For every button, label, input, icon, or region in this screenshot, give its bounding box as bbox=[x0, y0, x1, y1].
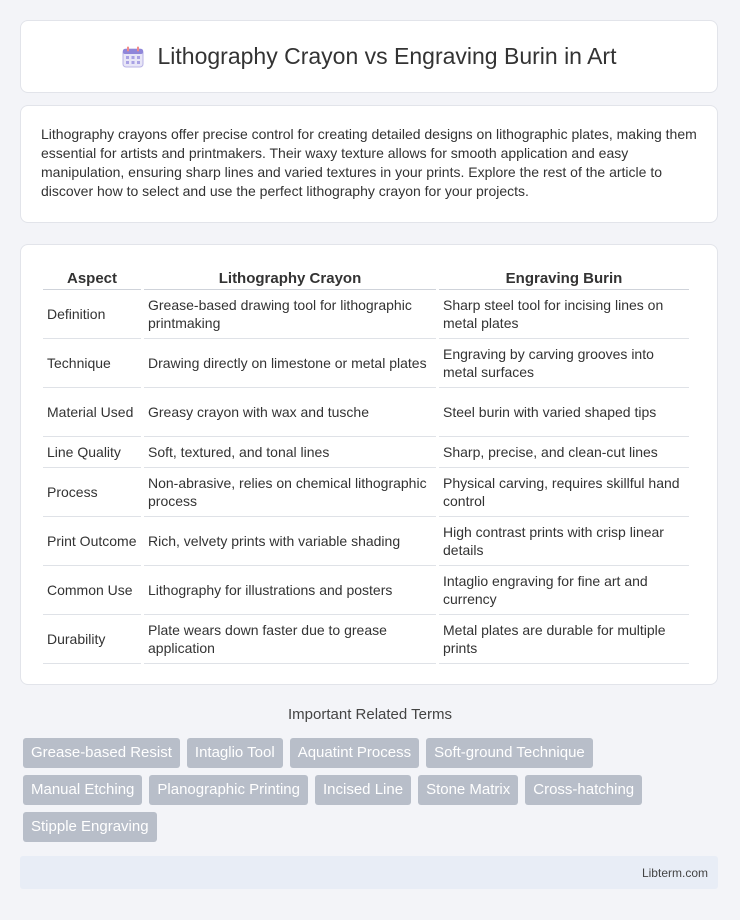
table-row bbox=[43, 290, 689, 339]
burin-cell: Intaglio engraving for fine art and currency bbox=[439, 566, 689, 615]
aspect-cell: Line Quality bbox=[43, 437, 141, 468]
header-card bbox=[20, 20, 718, 93]
column-header-engraving-burin: Engraving Burin bbox=[439, 265, 689, 290]
tag-soft-ground-technique[interactable]: Soft-ground Technique bbox=[426, 738, 593, 768]
crayon-cell: Plate wears down faster due to grease application bbox=[144, 615, 436, 664]
aspect-cell: Material Used bbox=[43, 388, 141, 437]
crayon-cell: Soft, textured, and tonal lines bbox=[144, 437, 436, 468]
intro-text: Lithography crayons offer precise control for creating detailed designs on lithographic plates, making them essential for artists and printmakers. Their waxy texture allows for smooth application and easy manipulation, ensuring sharp lines and varied textures in your prints. Explore the rest of the article to discover how to select and use the perfect lithography crayon for your projects. bbox=[41, 126, 697, 199]
aspect-cell: Process bbox=[43, 468, 141, 517]
footer-site-link[interactable]: Libterm.com bbox=[641, 865, 708, 880]
crayon-cell: Greasy crayon with wax and tusche bbox=[144, 388, 436, 437]
crayon-cell: Lithography for illustrations and posters bbox=[144, 566, 436, 615]
tag-aquatint-process[interactable]: Aquatint Process bbox=[290, 738, 419, 768]
tag-cross-hatching[interactable]: Cross-hatching bbox=[525, 775, 642, 805]
aspect-cell: Print Outcome bbox=[43, 517, 141, 566]
table-row bbox=[43, 517, 689, 566]
aspect-cell: Common Use bbox=[43, 566, 141, 615]
burin-cell: Engraving by carving grooves into metal surfaces bbox=[439, 339, 689, 388]
burin-cell: Sharp steel tool for incising lines on metal plates bbox=[439, 290, 689, 339]
table-row bbox=[43, 388, 689, 437]
page-title: Lithography Crayon vs Engraving Burin in Art bbox=[157, 43, 617, 69]
tag-manual-etching[interactable]: Manual Etching bbox=[23, 775, 142, 805]
column-header-lithography-crayon: Lithography Crayon bbox=[144, 265, 436, 290]
burin-cell: Steel burin with varied shaped tips bbox=[439, 388, 689, 437]
table-row bbox=[43, 468, 689, 517]
table-row bbox=[43, 339, 689, 388]
table-row bbox=[43, 566, 689, 615]
aspect-cell: Definition bbox=[43, 290, 141, 339]
tag-stone-matrix[interactable]: Stone Matrix bbox=[418, 775, 518, 805]
burin-cell: Physical carving, requires skillful hand control bbox=[439, 468, 689, 517]
aspect-cell: Durability bbox=[43, 615, 141, 664]
crayon-cell: Rich, velvety prints with variable shading bbox=[144, 517, 436, 566]
related-terms-list bbox=[23, 738, 713, 842]
burin-cell: Metal plates are durable for multiple prints bbox=[439, 615, 689, 664]
table-header-row bbox=[43, 265, 689, 290]
tag-stipple-engraving[interactable]: Stipple Engraving bbox=[23, 812, 157, 842]
burin-cell: High contrast prints with crisp linear details bbox=[439, 517, 689, 566]
crayon-cell: Drawing directly on limestone or metal plates bbox=[144, 339, 436, 388]
tag-intaglio-tool[interactable]: Intaglio Tool bbox=[187, 738, 283, 768]
related-terms-title: Important Related Terms bbox=[288, 706, 452, 723]
table-row bbox=[43, 437, 689, 468]
tag-planographic-printing[interactable]: Planographic Printing bbox=[149, 775, 308, 805]
column-header-aspect: Aspect bbox=[43, 265, 141, 290]
comparison-table bbox=[40, 265, 692, 664]
calendar-icon bbox=[122, 46, 144, 68]
comparison-table-card bbox=[20, 244, 718, 685]
aspect-cell: Technique bbox=[43, 339, 141, 388]
table-row bbox=[43, 615, 689, 664]
crayon-cell: Non-abrasive, relies on chemical lithographic process bbox=[144, 468, 436, 517]
tag-incised-line[interactable]: Incised Line bbox=[315, 775, 411, 805]
crayon-cell: Grease-based drawing tool for lithographic printmaking bbox=[144, 290, 436, 339]
intro-card bbox=[20, 105, 718, 223]
tag-grease-based-resist[interactable]: Grease-based Resist bbox=[23, 738, 180, 768]
burin-cell: Sharp, precise, and clean-cut lines bbox=[439, 437, 689, 468]
footer bbox=[20, 856, 718, 889]
